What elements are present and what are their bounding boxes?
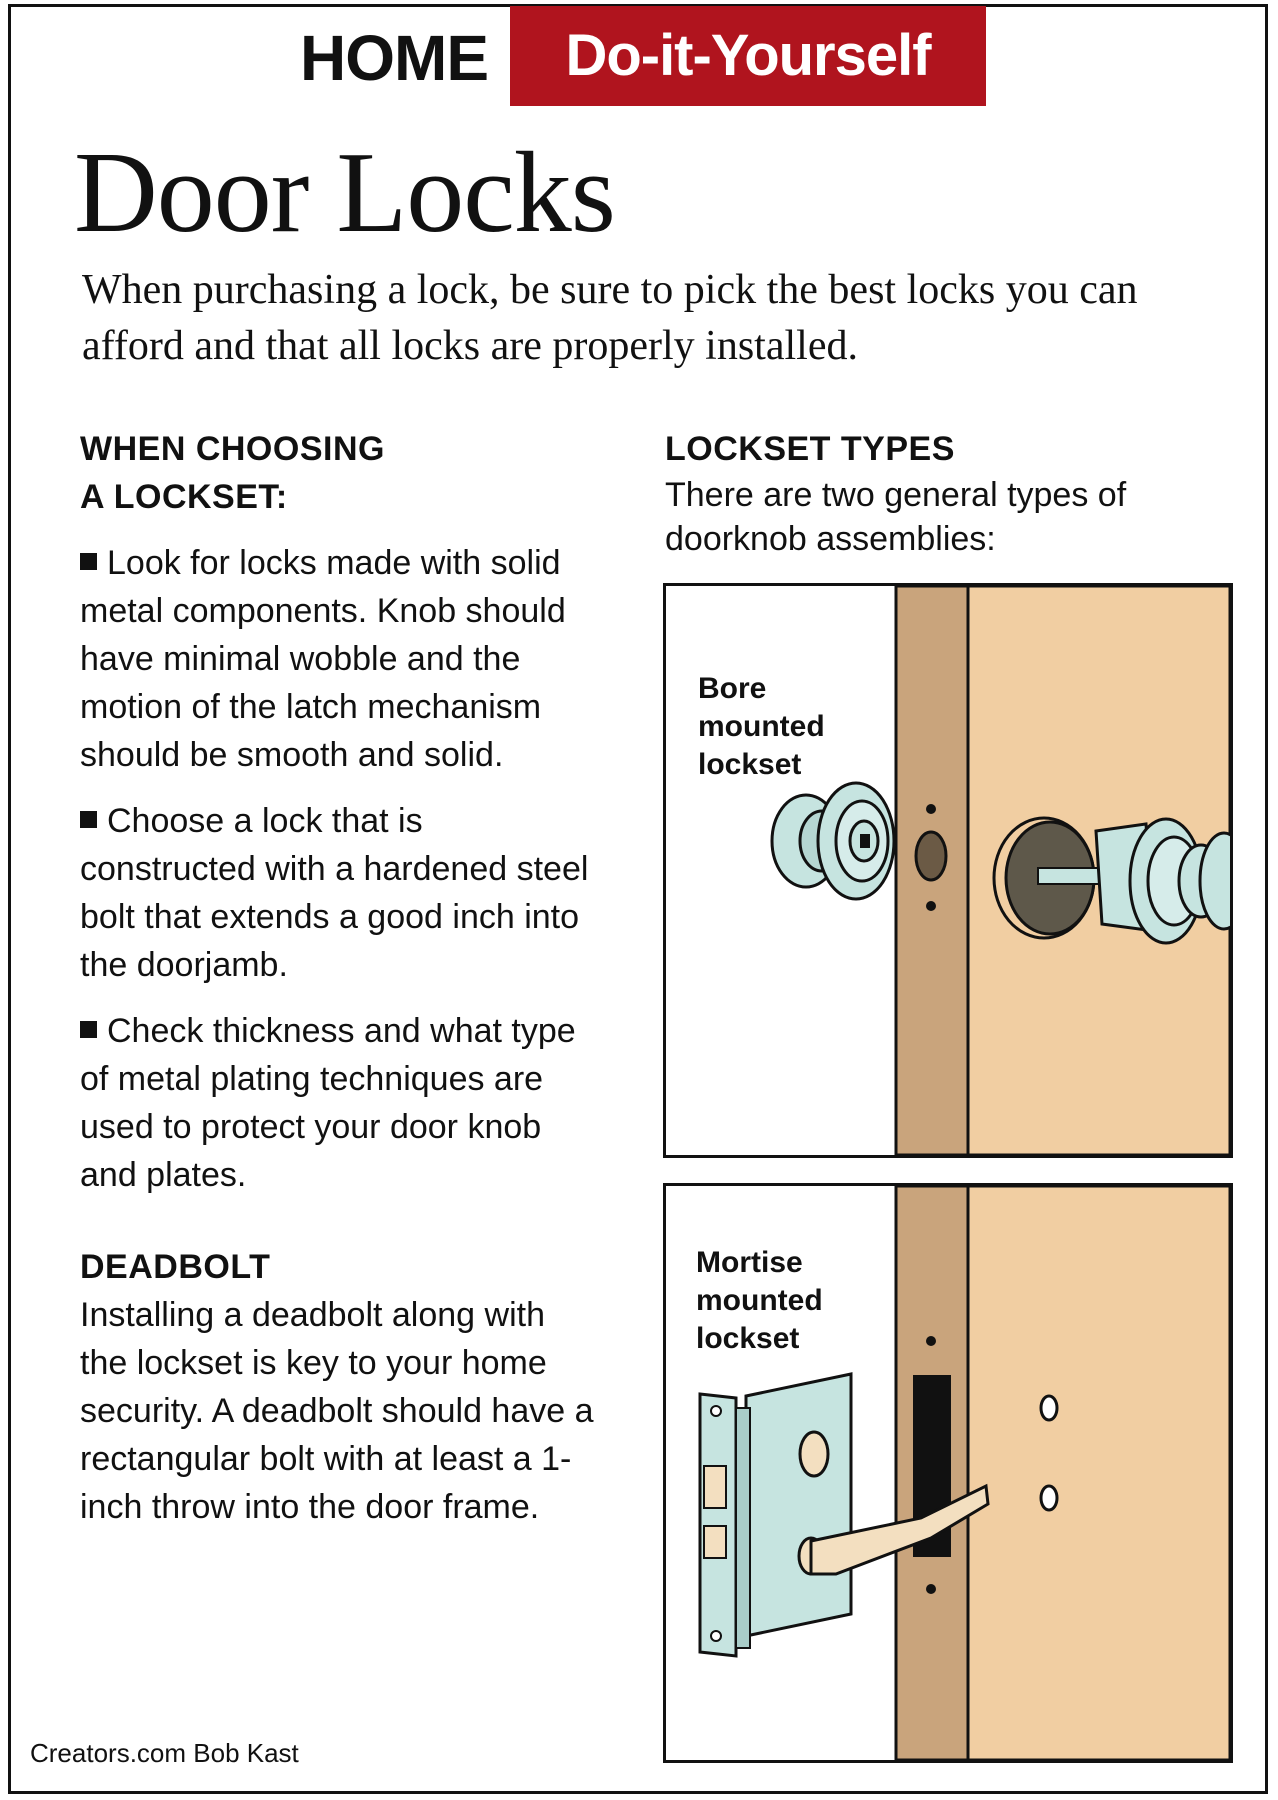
bore-label-line2: mounted <box>698 710 825 743</box>
page-title: Door Locks <box>74 129 615 257</box>
bullet-text: Look for locks made with solid metal components. Knob should have minimal wobble and the motion of the latch mechanism should be smooth and solid. <box>80 544 566 774</box>
right-column <box>665 425 1225 561</box>
left-column <box>80 425 600 1531</box>
mortise-lockset-illustration <box>663 1183 1233 1763</box>
bullet-text: Check thickness and what type of metal plating techniques are used to protect your door knob and plates. <box>80 1012 576 1194</box>
doorknob-icon <box>772 783 894 899</box>
bullet-text: Choose a lock that is constructed with a hardened steel bolt that extends a good inch into the doorjamb. <box>80 802 589 984</box>
intro-paragraph: When purchasing a lock, be sure to pick the best locks you can afford and that all locks are properly installed. <box>82 267 1138 369</box>
choosing-heading <box>80 425 600 521</box>
choosing-bullet-1 <box>80 539 600 779</box>
deadbolt-text: Installing a deadbolt along with the lockset is key to your home security. A deadbolt should have a rectangular bolt with at least a 1-inch throw into the door frame. <box>80 1296 594 1526</box>
credit-line: Creators.com Bob Kast <box>30 1738 299 1768</box>
bullet-square-icon <box>80 1021 97 1038</box>
bullet-square-icon <box>80 811 97 828</box>
mortise-label <box>696 1244 823 1358</box>
mortise-label-line2: mounted <box>696 1284 823 1317</box>
mortise-label-line3: lockset <box>696 1322 800 1355</box>
lockset-types-text: There are two general types of doorknob assemblies: <box>665 476 1127 558</box>
bore-label-line3: lockset <box>698 748 802 781</box>
choosing-heading-line2: A LOCKSET: <box>80 478 288 516</box>
choosing-bullet-2 <box>80 797 600 989</box>
bore-label-line1: Bore <box>698 672 767 705</box>
bore-label <box>698 670 825 784</box>
bullet-square-icon <box>80 553 97 570</box>
bore-lockset-illustration <box>663 583 1233 1158</box>
lockset-types-heading: LOCKSET TYPES <box>665 430 955 468</box>
choosing-bullet-3 <box>80 1007 600 1199</box>
deadbolt-heading: DEADBOLT <box>80 1248 271 1286</box>
door-face <box>968 1186 1230 1760</box>
header-home-label: HOME <box>300 22 488 94</box>
header-diy-banner: Do-it-Yourself <box>510 6 986 106</box>
mortise-label-line1: Mortise <box>696 1246 803 1279</box>
choosing-heading-line1: WHEN CHOOSING <box>80 430 385 468</box>
mortise-lock-body-icon <box>700 1374 851 1656</box>
